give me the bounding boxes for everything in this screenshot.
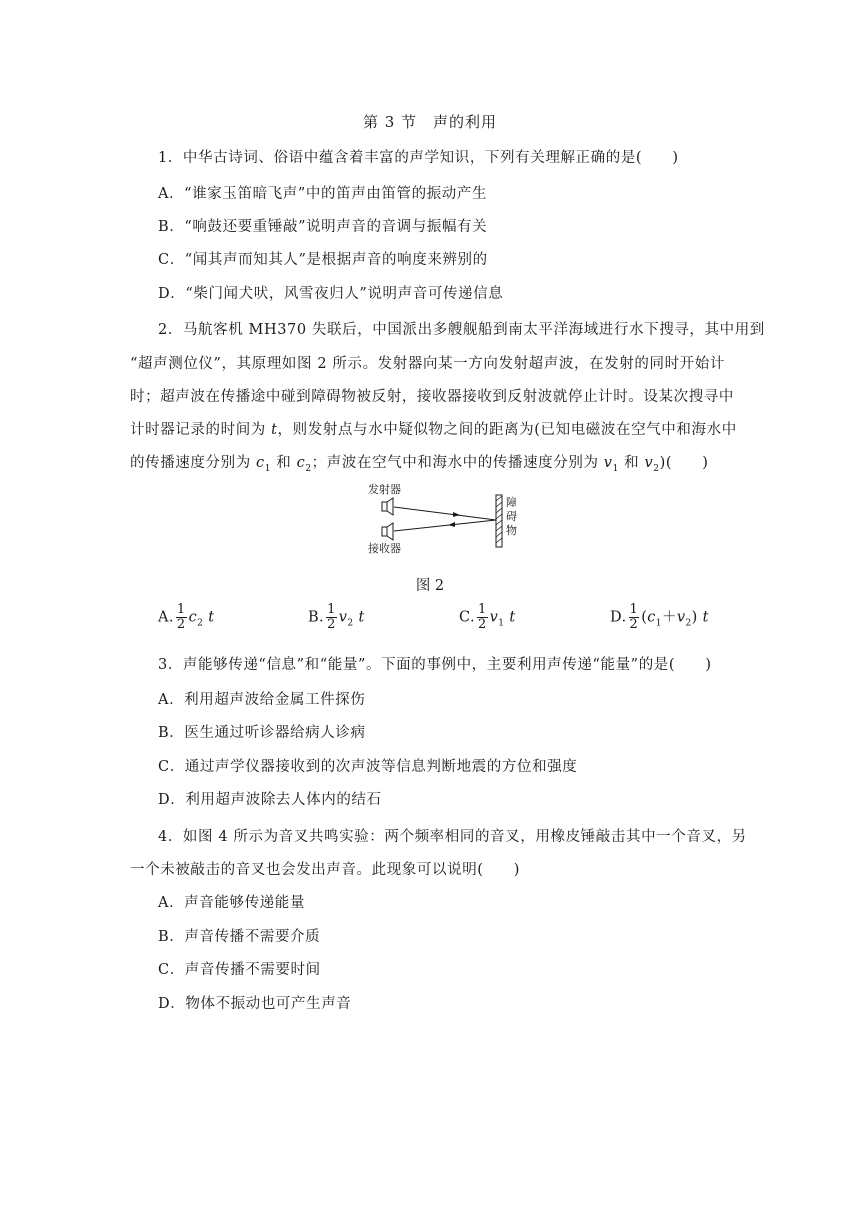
q4-option-c: C．声音传播不需要时间 <box>158 962 321 978</box>
q2-stem-line-5 <box>130 451 709 474</box>
sub: 1 <box>655 618 662 629</box>
choice-letter: A. <box>158 609 174 626</box>
obstacle-label-1: 障 <box>506 496 517 509</box>
fraction-denominator: 2 <box>176 617 186 632</box>
obstacle-wall <box>496 495 502 547</box>
q3-option-d: D．利用超声波除去人体内的结石 <box>158 792 382 808</box>
var-c2: c <box>296 455 306 471</box>
fraction-denominator: 2 <box>478 617 487 632</box>
paren-open: ( <box>641 609 648 626</box>
q2-choice-d <box>610 603 709 632</box>
figure-caption: 图 2 <box>415 578 445 594</box>
var-t: t <box>358 609 365 626</box>
var-t: t <box>271 422 278 438</box>
emitter-speaker-icon <box>382 498 393 515</box>
choice-letter: C. <box>459 609 475 626</box>
q2-stem-text: 和 <box>271 455 297 471</box>
receiver-speaker-icon <box>382 523 393 540</box>
q4-option-b: B．声音传播不需要介质 <box>158 929 321 945</box>
sub: 2 <box>197 618 204 629</box>
q1-option-d: D．“柴门闻犬吠，风雪夜归人”说明声音可传递信息 <box>158 286 504 302</box>
q1-option-c: C．“闻其声而知其人”是根据声音的响度来辨别的 <box>158 252 488 268</box>
q1-option-a: A．“谁家玉笛暗飞声”中的笛声由笛管的振动产生 <box>158 186 488 202</box>
sub-2: 2 <box>653 463 660 474</box>
emitter-label: 发射器 <box>368 483 401 496</box>
var-v1: v <box>603 455 613 471</box>
sub-2: 2 <box>305 463 312 474</box>
q2-stem-line-2: “超声测位仪”，其原理如图 2 所示。发射器向某一方向发射超声波，在发射的同时开始计 <box>130 356 725 372</box>
q2-choice-b <box>308 603 365 632</box>
sub: 2 <box>347 618 354 629</box>
q2-stem-line-1: 2．马航客机 MH370 失联后，中国派出多艘舰船到南太平洋海域进行水下搜寻，其中用到 <box>158 322 765 338</box>
q4-stem-line-2: 一个未被敲击的音叉也会发出声音。此现象可以说明( ) <box>130 862 521 878</box>
q4-stem-line-1: 4．如图 4 所示为音叉共鸣实验：两个频率相同的音叉，用橡皮锤敲击其中一个音叉，另 <box>158 829 747 845</box>
q2-stem-text: )( ) <box>659 455 709 471</box>
fraction <box>477 603 488 632</box>
q2-stem-text: ，则发射点与水中疑似物之间的距离为(已知电磁波在空气中和海水中 <box>277 422 737 438</box>
sonar-diagram <box>362 480 522 560</box>
reflected-wave-line <box>394 520 496 531</box>
sub: 2 <box>685 618 692 629</box>
outgoing-arrow-icon <box>453 512 460 517</box>
var-c1: c <box>256 455 265 471</box>
var: c <box>188 609 198 626</box>
q3-option-c: C．通过声学仪器接收到的次声波等信息判断地震的方位和强度 <box>158 759 578 775</box>
q4-option-a: A．声音能够传递能量 <box>158 895 305 911</box>
reflected-arrow-icon <box>448 522 455 527</box>
q2-choice-c <box>459 603 516 632</box>
fraction <box>176 603 187 632</box>
receiver-label: 接收器 <box>368 542 401 555</box>
sub-1: 1 <box>612 463 619 474</box>
var-v2: v <box>644 455 654 471</box>
q2-stem-text: ；声波在空气中和海水中的传播速度分别为 <box>311 455 604 471</box>
obstacle-label-2: 碍 <box>506 510 517 523</box>
choice-letter: D. <box>610 609 627 626</box>
fraction-numerator: 1 <box>176 602 186 617</box>
fraction-numerator: 1 <box>478 602 487 617</box>
fraction-numerator: 1 <box>327 602 336 617</box>
fraction-numerator: 1 <box>629 602 639 617</box>
fraction-denominator: 2 <box>629 617 639 632</box>
var-t: t <box>702 609 709 626</box>
sub: 1 <box>498 618 505 629</box>
fraction <box>629 603 640 632</box>
q4-option-d: D．物体不振动也可产生声音 <box>158 996 352 1012</box>
q2-stem-text: 的传播速度分别为 <box>130 455 257 471</box>
outgoing-wave-line <box>394 507 496 520</box>
sonar-diagram-svg <box>362 480 522 560</box>
q3-option-a: A．利用超声波给金属工件探伤 <box>158 692 366 708</box>
paren-close: ) <box>691 609 698 626</box>
sub-1: 1 <box>264 463 272 474</box>
var: v <box>338 609 348 626</box>
choice-letter: B. <box>308 609 325 626</box>
q1-option-b: B．“响鼓还要重锤敲”说明声音的音调与振幅有关 <box>158 219 488 235</box>
plus-sign: ＋ <box>661 609 677 626</box>
q3-stem: 3．声能够传递“信息”和“能量”。下面的事例中，主要利用声传递“能量”的是( ) <box>158 657 712 673</box>
q2-stem-text: 计时器记录的时间为 <box>130 422 272 438</box>
q2-stem-text: 和 <box>618 455 645 471</box>
q1-stem: 1．中华古诗词、俗语中蕴含着丰富的声学知识，下列有关理解正确的是( ) <box>158 150 679 166</box>
q2-stem-line-3: 时；超声波在传播途中碰到障碍物被反射，接收器接收到反射波就停止计时。设某次搜寻中 <box>130 389 734 405</box>
var-t: t <box>208 609 215 626</box>
obstacle-label-3: 物 <box>506 524 517 537</box>
fraction <box>326 603 337 632</box>
q2-stem-line-4 <box>130 418 737 439</box>
page-title: 第 3 节 声的利用 <box>362 113 498 131</box>
var: c <box>647 609 656 626</box>
fraction-denominator: 2 <box>327 617 336 632</box>
var: v <box>489 609 499 626</box>
var-t: t <box>509 609 516 626</box>
var: v <box>676 609 686 626</box>
q2-choice-a <box>158 603 214 632</box>
q3-option-b: B．医生通过听诊器给病人诊病 <box>158 725 366 741</box>
